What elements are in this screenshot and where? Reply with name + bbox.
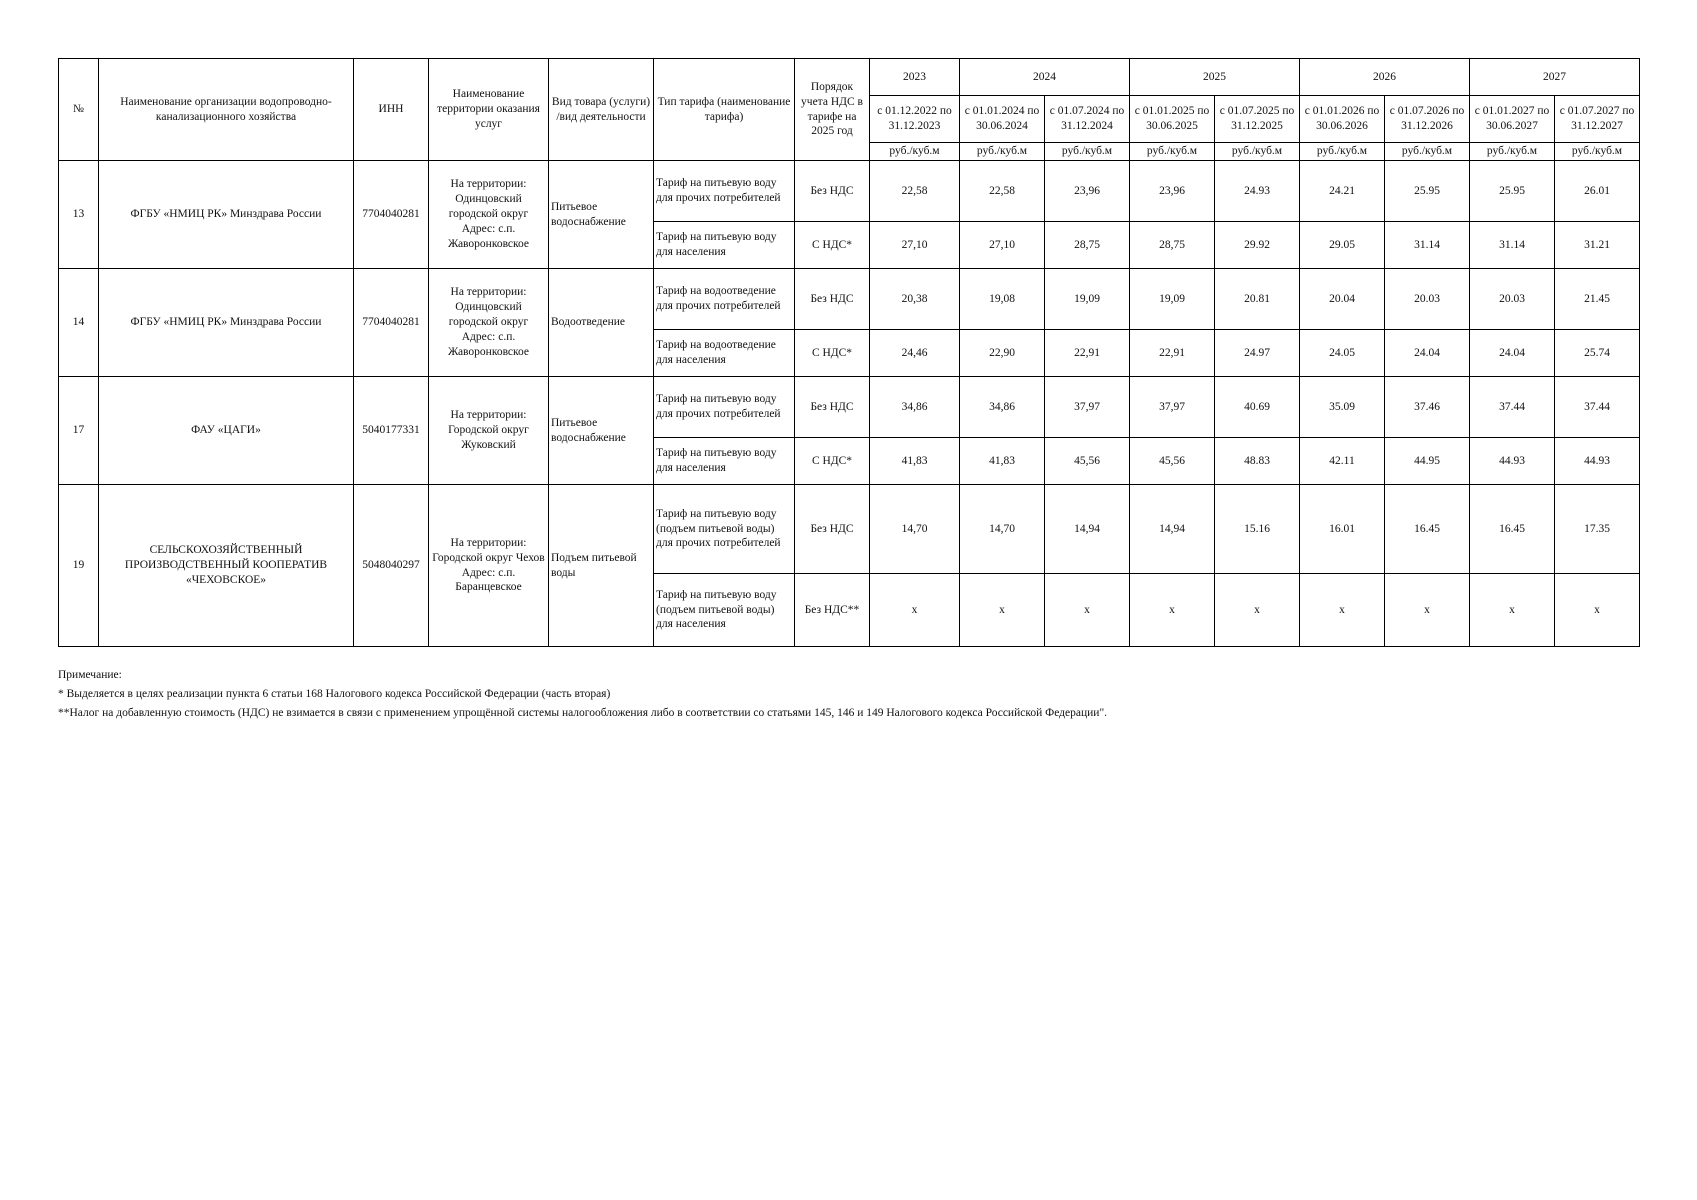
header-unit: руб./куб.м	[1215, 143, 1300, 161]
table-row	[59, 161, 1640, 222]
header-unit: руб./куб.м	[960, 143, 1045, 161]
tariff-value: 29.05	[1300, 222, 1385, 269]
tariff-value: 37,97	[1130, 377, 1215, 438]
row-org: ФАУ «ЦАГИ»	[99, 377, 354, 485]
tariff-value: 16.45	[1470, 485, 1555, 574]
tariff-value: 40.69	[1215, 377, 1300, 438]
row-territory: На территории: Одинцовский городской округ Адрес: с.п. Жаворонковское	[429, 269, 549, 377]
header-year-2027: 2027	[1470, 59, 1640, 96]
tariff-value: х	[1215, 574, 1300, 647]
tariff-vat: Без НДС	[795, 269, 870, 330]
tariff-vat: Без НДС	[795, 377, 870, 438]
tariff-value: 19,08	[960, 269, 1045, 330]
table-row	[59, 269, 1640, 330]
tariff-value: 20,38	[870, 269, 960, 330]
tariff-type: Тариф на водоотведение для населения	[654, 330, 795, 377]
tariff-value: 31.14	[1470, 222, 1555, 269]
tariff-value: 28,75	[1130, 222, 1215, 269]
tariff-value: 45,56	[1130, 438, 1215, 485]
footnote-vat: * Выделяется в целях реализации пункта 6 статьи 168 Налогового кодекса Российской Федерации (часть вторая)	[58, 688, 611, 700]
header-unit: руб./куб.м	[1385, 143, 1470, 161]
row-inn: 7704040281	[354, 269, 429, 377]
header-territory: Наименование территории оказания услуг	[429, 59, 549, 161]
tariff-value: 25.95	[1385, 161, 1470, 222]
header-tariff-type: Тип тарифа (наименование тарифа)	[654, 59, 795, 161]
tariff-value: 24.97	[1215, 330, 1300, 377]
tariff-value: 21.45	[1555, 269, 1640, 330]
row-goods: Водоотведение	[549, 269, 654, 377]
tariff-value: 25.95	[1470, 161, 1555, 222]
tariff-value: 45,56	[1045, 438, 1130, 485]
tariff-vat: С НДС*	[795, 222, 870, 269]
tariff-value: 15.16	[1215, 485, 1300, 574]
tariff-value: 20.03	[1470, 269, 1555, 330]
tariff-type: Тариф на питьевую воду для населения	[654, 222, 795, 269]
tariff-value: 16.01	[1300, 485, 1385, 574]
header-unit: руб./куб.м	[1555, 143, 1640, 161]
header-unit: руб./куб.м	[1045, 143, 1130, 161]
tariff-value: 48.83	[1215, 438, 1300, 485]
tariff-value: 37.44	[1470, 377, 1555, 438]
tariff-vat: Без НДС**	[795, 574, 870, 647]
tariff-value: х	[1385, 574, 1470, 647]
tariff-vat: С НДС*	[795, 438, 870, 485]
tariff-value: х	[1045, 574, 1130, 647]
tariff-value: 42.11	[1300, 438, 1385, 485]
tariff-value: 19,09	[1130, 269, 1215, 330]
header-year-2024: 2024	[960, 59, 1130, 96]
tariff-value: 14,70	[870, 485, 960, 574]
row-territory: На территории: Одинцовский городской округ Адрес: с.п. Жаворонковское	[429, 161, 549, 269]
tariff-value: 34,86	[870, 377, 960, 438]
table-row	[59, 485, 1640, 574]
tariff-value: 24.05	[1300, 330, 1385, 377]
tariff-value: 31.14	[1385, 222, 1470, 269]
tariff-value: 44.95	[1385, 438, 1470, 485]
tariff-value: х	[960, 574, 1045, 647]
header-year-2023: 2023	[870, 59, 960, 96]
tariff-value: 17.35	[1555, 485, 1640, 574]
header-period: с 01.01.2026 по 30.06.2026	[1300, 96, 1385, 143]
tariff-value: 44.93	[1555, 438, 1640, 485]
tariff-value: 35.09	[1300, 377, 1385, 438]
tariff-value: 20.81	[1215, 269, 1300, 330]
row-inn: 7704040281	[354, 161, 429, 269]
tariff-type: Тариф на питьевую воду (подъем питьевой воды) для населения	[654, 574, 795, 647]
tariff-value: 20.04	[1300, 269, 1385, 330]
tariff-value: 41,83	[960, 438, 1045, 485]
tariff-type: Тариф на питьевую воду для прочих потребителей	[654, 161, 795, 222]
tariff-vat: Без НДС	[795, 485, 870, 574]
table-row	[59, 377, 1640, 438]
tariff-value: 16.45	[1385, 485, 1470, 574]
tariff-value: 19,09	[1045, 269, 1130, 330]
header-period: с 01.07.2024 по 31.12.2024	[1045, 96, 1130, 143]
tariff-value: 41,83	[870, 438, 960, 485]
tariff-vat: С НДС*	[795, 330, 870, 377]
tariff-type: Тариф на водоотведение для прочих потребителей	[654, 269, 795, 330]
tariff-type: Тариф на питьевую воду (подъем питьевой воды) для прочих потребителей	[654, 485, 795, 574]
header-period: с 01.07.2027 по 31.12.2027	[1555, 96, 1640, 143]
row-inn: 5040177331	[354, 377, 429, 485]
tariff-value: 44.93	[1470, 438, 1555, 485]
tariff-type: Тариф на питьевую воду для прочих потребителей	[654, 377, 795, 438]
footnote-no-vat: **Налог на добавленную стоимость (НДС) не взимается в связи с применением упрощённой системы налогообложения либо в соответствии со статьями 145, 146 и 149 Налогового кодекса Российской Федерации".	[58, 707, 1108, 719]
header-org: Наименование организации водопроводно-канализационного хозяйства	[99, 59, 354, 161]
header-period: с 01.07.2025 по 31.12.2025	[1215, 96, 1300, 143]
tariff-type: Тариф на питьевую воду для населения	[654, 438, 795, 485]
header-goods: Вид товара (услуги) /вид деятельности	[549, 59, 654, 161]
row-num: 19	[59, 485, 99, 647]
row-inn: 5048040297	[354, 485, 429, 647]
header-unit: руб./куб.м	[1470, 143, 1555, 161]
tariff-value: 25.74	[1555, 330, 1640, 377]
tariff-value: 22,58	[870, 161, 960, 222]
header-period: с 01.07.2026 по 31.12.2026	[1385, 96, 1470, 143]
tariff-value: 29.92	[1215, 222, 1300, 269]
row-territory: На территории: Городской округ Жуковский	[429, 377, 549, 485]
tariff-value: 37.44	[1555, 377, 1640, 438]
tariff-value: 31.21	[1555, 222, 1640, 269]
header-period: с 01.12.2022 по 31.12.2023	[870, 96, 960, 143]
row-org: ФГБУ «НМИЦ РК» Минздрава России	[99, 269, 354, 377]
header-num: №	[59, 59, 99, 161]
tariff-value: 24.04	[1385, 330, 1470, 377]
notes-title: Примечание:	[58, 669, 122, 681]
tariff-vat: Без НДС	[795, 161, 870, 222]
tariff-value: 14,70	[960, 485, 1045, 574]
tariff-value: 14,94	[1130, 485, 1215, 574]
tariff-value: х	[1300, 574, 1385, 647]
row-org: СЕЛЬСКОХОЗЯЙСТВЕННЫЙ ПРОИЗВОДСТВЕННЫЙ КООПЕРАТИВ «ЧЕХОВСКОЕ»	[99, 485, 354, 647]
tariff-value: 34,86	[960, 377, 1045, 438]
tariff-value: 22,58	[960, 161, 1045, 222]
tariff-value: 37.46	[1385, 377, 1470, 438]
header-unit: руб./куб.м	[1300, 143, 1385, 161]
header-unit: руб./куб.м	[1130, 143, 1215, 161]
header-vat-order: Порядок учета НДС в тарифе на 2025 год	[795, 59, 870, 161]
row-num: 14	[59, 269, 99, 377]
header-period: с 01.01.2027 по 30.06.2027	[1470, 96, 1555, 143]
tariff-value: х	[1470, 574, 1555, 647]
header-period: с 01.01.2025 по 30.06.2025	[1130, 96, 1215, 143]
tariff-value: 22,91	[1130, 330, 1215, 377]
header-year-2025: 2025	[1130, 59, 1300, 96]
tariff-value: 14,94	[1045, 485, 1130, 574]
row-territory: На территории: Городской округ Чехов Адрес: с.п. Баранцевское	[429, 485, 549, 647]
tariff-value: 23,96	[1045, 161, 1130, 222]
tariff-value: 37,97	[1045, 377, 1130, 438]
tariff-value: 27,10	[870, 222, 960, 269]
row-num: 13	[59, 161, 99, 269]
tariff-value: 22,91	[1045, 330, 1130, 377]
tariff-value: х	[1130, 574, 1215, 647]
tariff-value: 28,75	[1045, 222, 1130, 269]
tariff-value: х	[1555, 574, 1640, 647]
tariff-value: 20.03	[1385, 269, 1470, 330]
tariff-value: 26.01	[1555, 161, 1640, 222]
row-goods: Питьевое водоснабжение	[549, 161, 654, 269]
tariff-value: х	[870, 574, 960, 647]
header-year-2026: 2026	[1300, 59, 1470, 96]
tariff-value: 24.93	[1215, 161, 1300, 222]
header-period: с 01.01.2024 по 30.06.2024	[960, 96, 1045, 143]
footnotes	[58, 666, 1638, 723]
tariff-value: 24.21	[1300, 161, 1385, 222]
tariff-table	[58, 58, 1640, 647]
tariff-value: 22,90	[960, 330, 1045, 377]
header-unit: руб./куб.м	[870, 143, 960, 161]
row-goods: Подъем питьевой воды	[549, 485, 654, 647]
header-inn: ИНН	[354, 59, 429, 161]
tariff-value: 23,96	[1130, 161, 1215, 222]
tariff-value: 24.04	[1470, 330, 1555, 377]
row-goods: Питьевое водоснабжение	[549, 377, 654, 485]
row-num: 17	[59, 377, 99, 485]
tariff-value: 27,10	[960, 222, 1045, 269]
tariff-value: 24,46	[870, 330, 960, 377]
row-org: ФГБУ «НМИЦ РК» Минздрава России	[99, 161, 354, 269]
